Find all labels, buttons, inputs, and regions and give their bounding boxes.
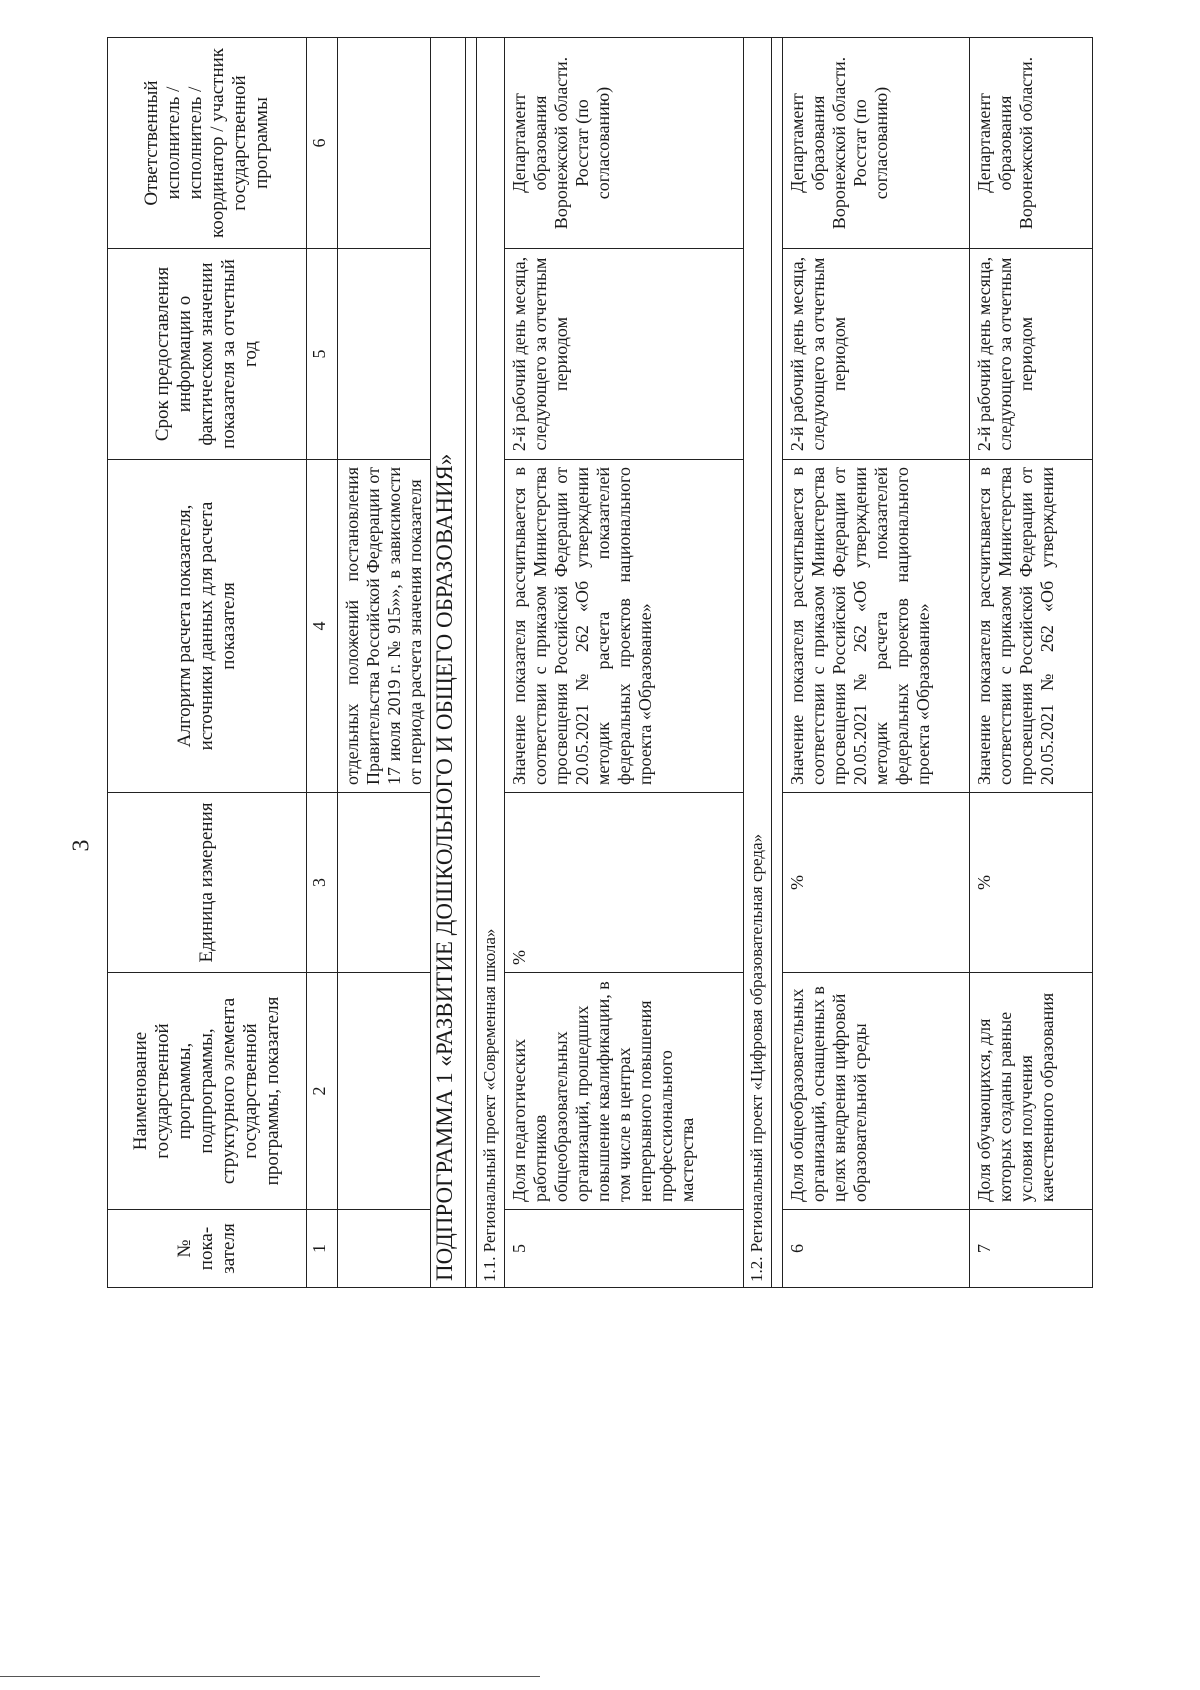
scan-edge-line xyxy=(0,1676,540,1677)
header-number: № пока-зателя xyxy=(108,1210,307,1288)
spacer xyxy=(466,38,477,1288)
header-name: Наименование государственной программы, подпрограммы, структурного элемента государственной программы, показателя xyxy=(108,973,307,1210)
indicator-responsible: Департамент образования Воронежской области. xyxy=(970,38,1093,249)
indicator-algorithm: Значение показателя рассчитывается в соответствии с приказом Министерства просвещения Российской Федерации от 20.05.2021 № 262 «Об утверждении xyxy=(970,460,1093,793)
indicator-name: Доля педагогических работников общеобразовательных организаций, прошедших повышение квалификации, в том числе в центрах непрерывного повышения профессионального мастерства xyxy=(505,973,744,1210)
section-row xyxy=(744,38,772,1288)
column-number: 6 xyxy=(307,38,338,249)
indicator-name: Доля обучающихся, для которых созданы равные условия получения качественного образования xyxy=(970,973,1093,1210)
continuation-cell xyxy=(338,38,431,249)
indicator-deadline: 2-й рабочий день месяца, следующего за отчетным периодом xyxy=(783,249,970,460)
continuation-cell xyxy=(338,249,431,460)
indicators-table xyxy=(107,37,1093,1288)
table-row xyxy=(505,38,744,1288)
subprogram-title: ПОДПРОГРАММА 1 «РАЗВИТИЕ ДОШКОЛЬНОГО И ОБЩЕГО ОБРАЗОВАНИЯ» xyxy=(431,38,466,1288)
header-responsible: Ответственный исполнитель / исполнитель / координатор / участник государственной программы xyxy=(108,38,307,249)
indicator-algorithm: Значение показателя рассчитывается в соответствии с приказом Министерства просвещения Российской Федерации от 20.05.2021 № 262 «Об утверждении методик расчета показателей федеральных проектов национального проекта «Образование» xyxy=(505,460,744,793)
column-number: 3 xyxy=(307,793,338,973)
continuation-cell xyxy=(338,793,431,973)
indicator-deadline: 2-й рабочий день месяца, следующего за отчетным периодом xyxy=(970,249,1093,460)
spacer-row xyxy=(772,38,783,1288)
indicator-number: 7 xyxy=(970,1210,1093,1288)
page-number: 3 xyxy=(68,839,95,852)
header-algorithm: Алгоритм расчета показателя, источники данных для расчета показателя xyxy=(108,460,307,793)
indicator-number: 6 xyxy=(783,1210,970,1288)
section-row xyxy=(477,38,505,1288)
indicator-responsible: Департамент образования Воронежской области. Росстат (по согласованию) xyxy=(783,38,970,249)
section-title-1-1: 1.1. Региональный проект «Современная школа» xyxy=(477,38,505,1288)
table-row xyxy=(970,38,1093,1288)
indicator-deadline: 2-й рабочий день месяца, следующего за отчетным периодом xyxy=(505,249,744,460)
spacer xyxy=(772,38,783,1288)
column-number: 2 xyxy=(307,973,338,1210)
continuation-algorithm: отдельных положений постановления Правительства Российской Федерации от 17 июля 2019 г. № 915»», в зависимости от периода расчета значения показателя xyxy=(338,460,431,793)
indicator-unit: % xyxy=(970,793,1093,973)
indicator-unit: % xyxy=(783,793,970,973)
rotated-page-content xyxy=(107,38,1200,1288)
table-row xyxy=(783,38,970,1288)
header-unit: Единица измерения xyxy=(108,793,307,973)
column-number: 5 xyxy=(307,249,338,460)
column-number: 4 xyxy=(307,460,338,793)
indicator-responsible: Департамент образования Воронежской области. Росстат (по согласованию) xyxy=(505,38,744,249)
section-title-1-2: 1.2. Региональный проект «Цифровая образовательная среда» xyxy=(744,38,772,1288)
spacer-row xyxy=(466,38,477,1288)
subprogram-row xyxy=(431,38,466,1288)
indicator-name: Доля общеобразовательных организаций, оснащенных в целях внедрения цифровой образовательной среды xyxy=(783,973,970,1210)
continuation-cell xyxy=(338,973,431,1210)
column-numbers-row xyxy=(307,38,338,1288)
indicator-number: 5 xyxy=(505,1210,744,1288)
indicator-unit: % xyxy=(505,793,744,973)
continuation-row xyxy=(338,38,431,1288)
indicator-algorithm: Значение показателя рассчитывается в соответствии с приказом Министерства просвещения Российской Федерации от 20.05.2021 № 262 «Об утверждении методик расчета показателей федеральных проектов национального проекта «Образование» xyxy=(783,460,970,793)
continuation-cell xyxy=(338,1210,431,1288)
header-row xyxy=(108,38,307,1288)
column-number: 1 xyxy=(307,1210,338,1288)
header-deadline: Срок предоставления информации о фактическом значении показателя за отчетный год xyxy=(108,249,307,460)
